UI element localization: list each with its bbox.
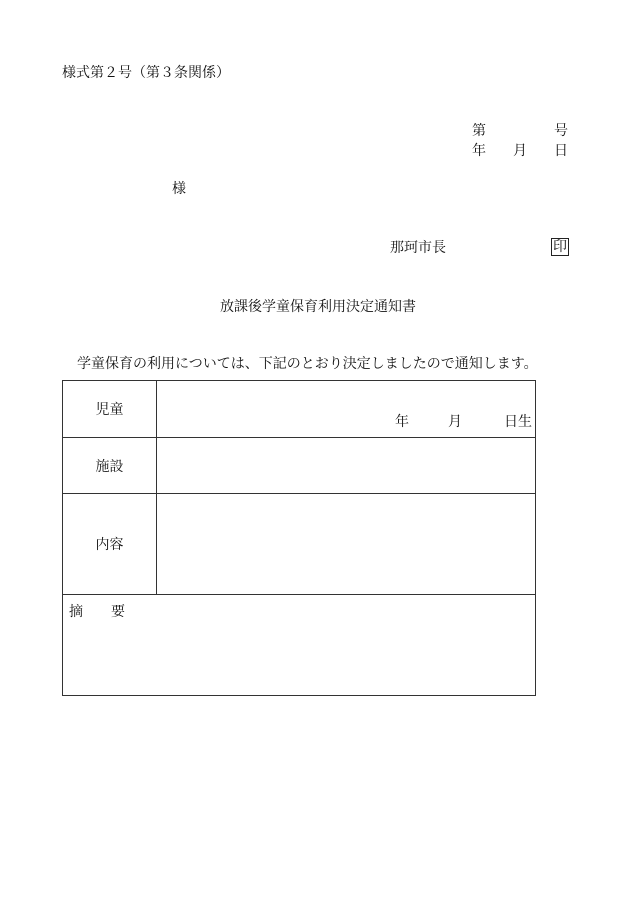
content-row (63, 494, 536, 595)
child-value (157, 381, 536, 438)
issue-number-suffix: 号 (554, 123, 568, 139)
facility-label: 施設 (63, 438, 157, 494)
child-label: 児童 (63, 381, 157, 438)
birth-day-label: 日生 (504, 414, 532, 430)
remarks-label: 摘 要 (69, 604, 125, 620)
content-label: 内容 (63, 494, 157, 595)
issue-date-day: 日 (554, 143, 568, 159)
issuer-name: 那珂市長 (390, 240, 446, 256)
remarks-cell (63, 595, 536, 696)
remarks-row (63, 595, 536, 696)
form-number: 様式第２号（第３条関係） (62, 65, 230, 81)
facility-row (63, 438, 536, 494)
issue-date-month: 月 (513, 143, 527, 159)
issuer-seal: 印 (553, 239, 567, 255)
birth-year-label: 年 (395, 414, 409, 430)
decision-table (62, 380, 536, 696)
addressee-honorific: 様 (172, 181, 186, 197)
child-row (63, 381, 536, 438)
content-value (157, 494, 536, 595)
issue-number-prefix: 第 (472, 123, 486, 139)
birth-month-label: 月 (448, 414, 462, 430)
document-title: 放課後学童保育利用決定通知書 (220, 299, 416, 315)
issue-date-year: 年 (472, 143, 486, 159)
document-body: 学童保育の利用については、下記のとおり決定しましたので通知します。 (77, 356, 538, 372)
facility-value (157, 438, 536, 494)
